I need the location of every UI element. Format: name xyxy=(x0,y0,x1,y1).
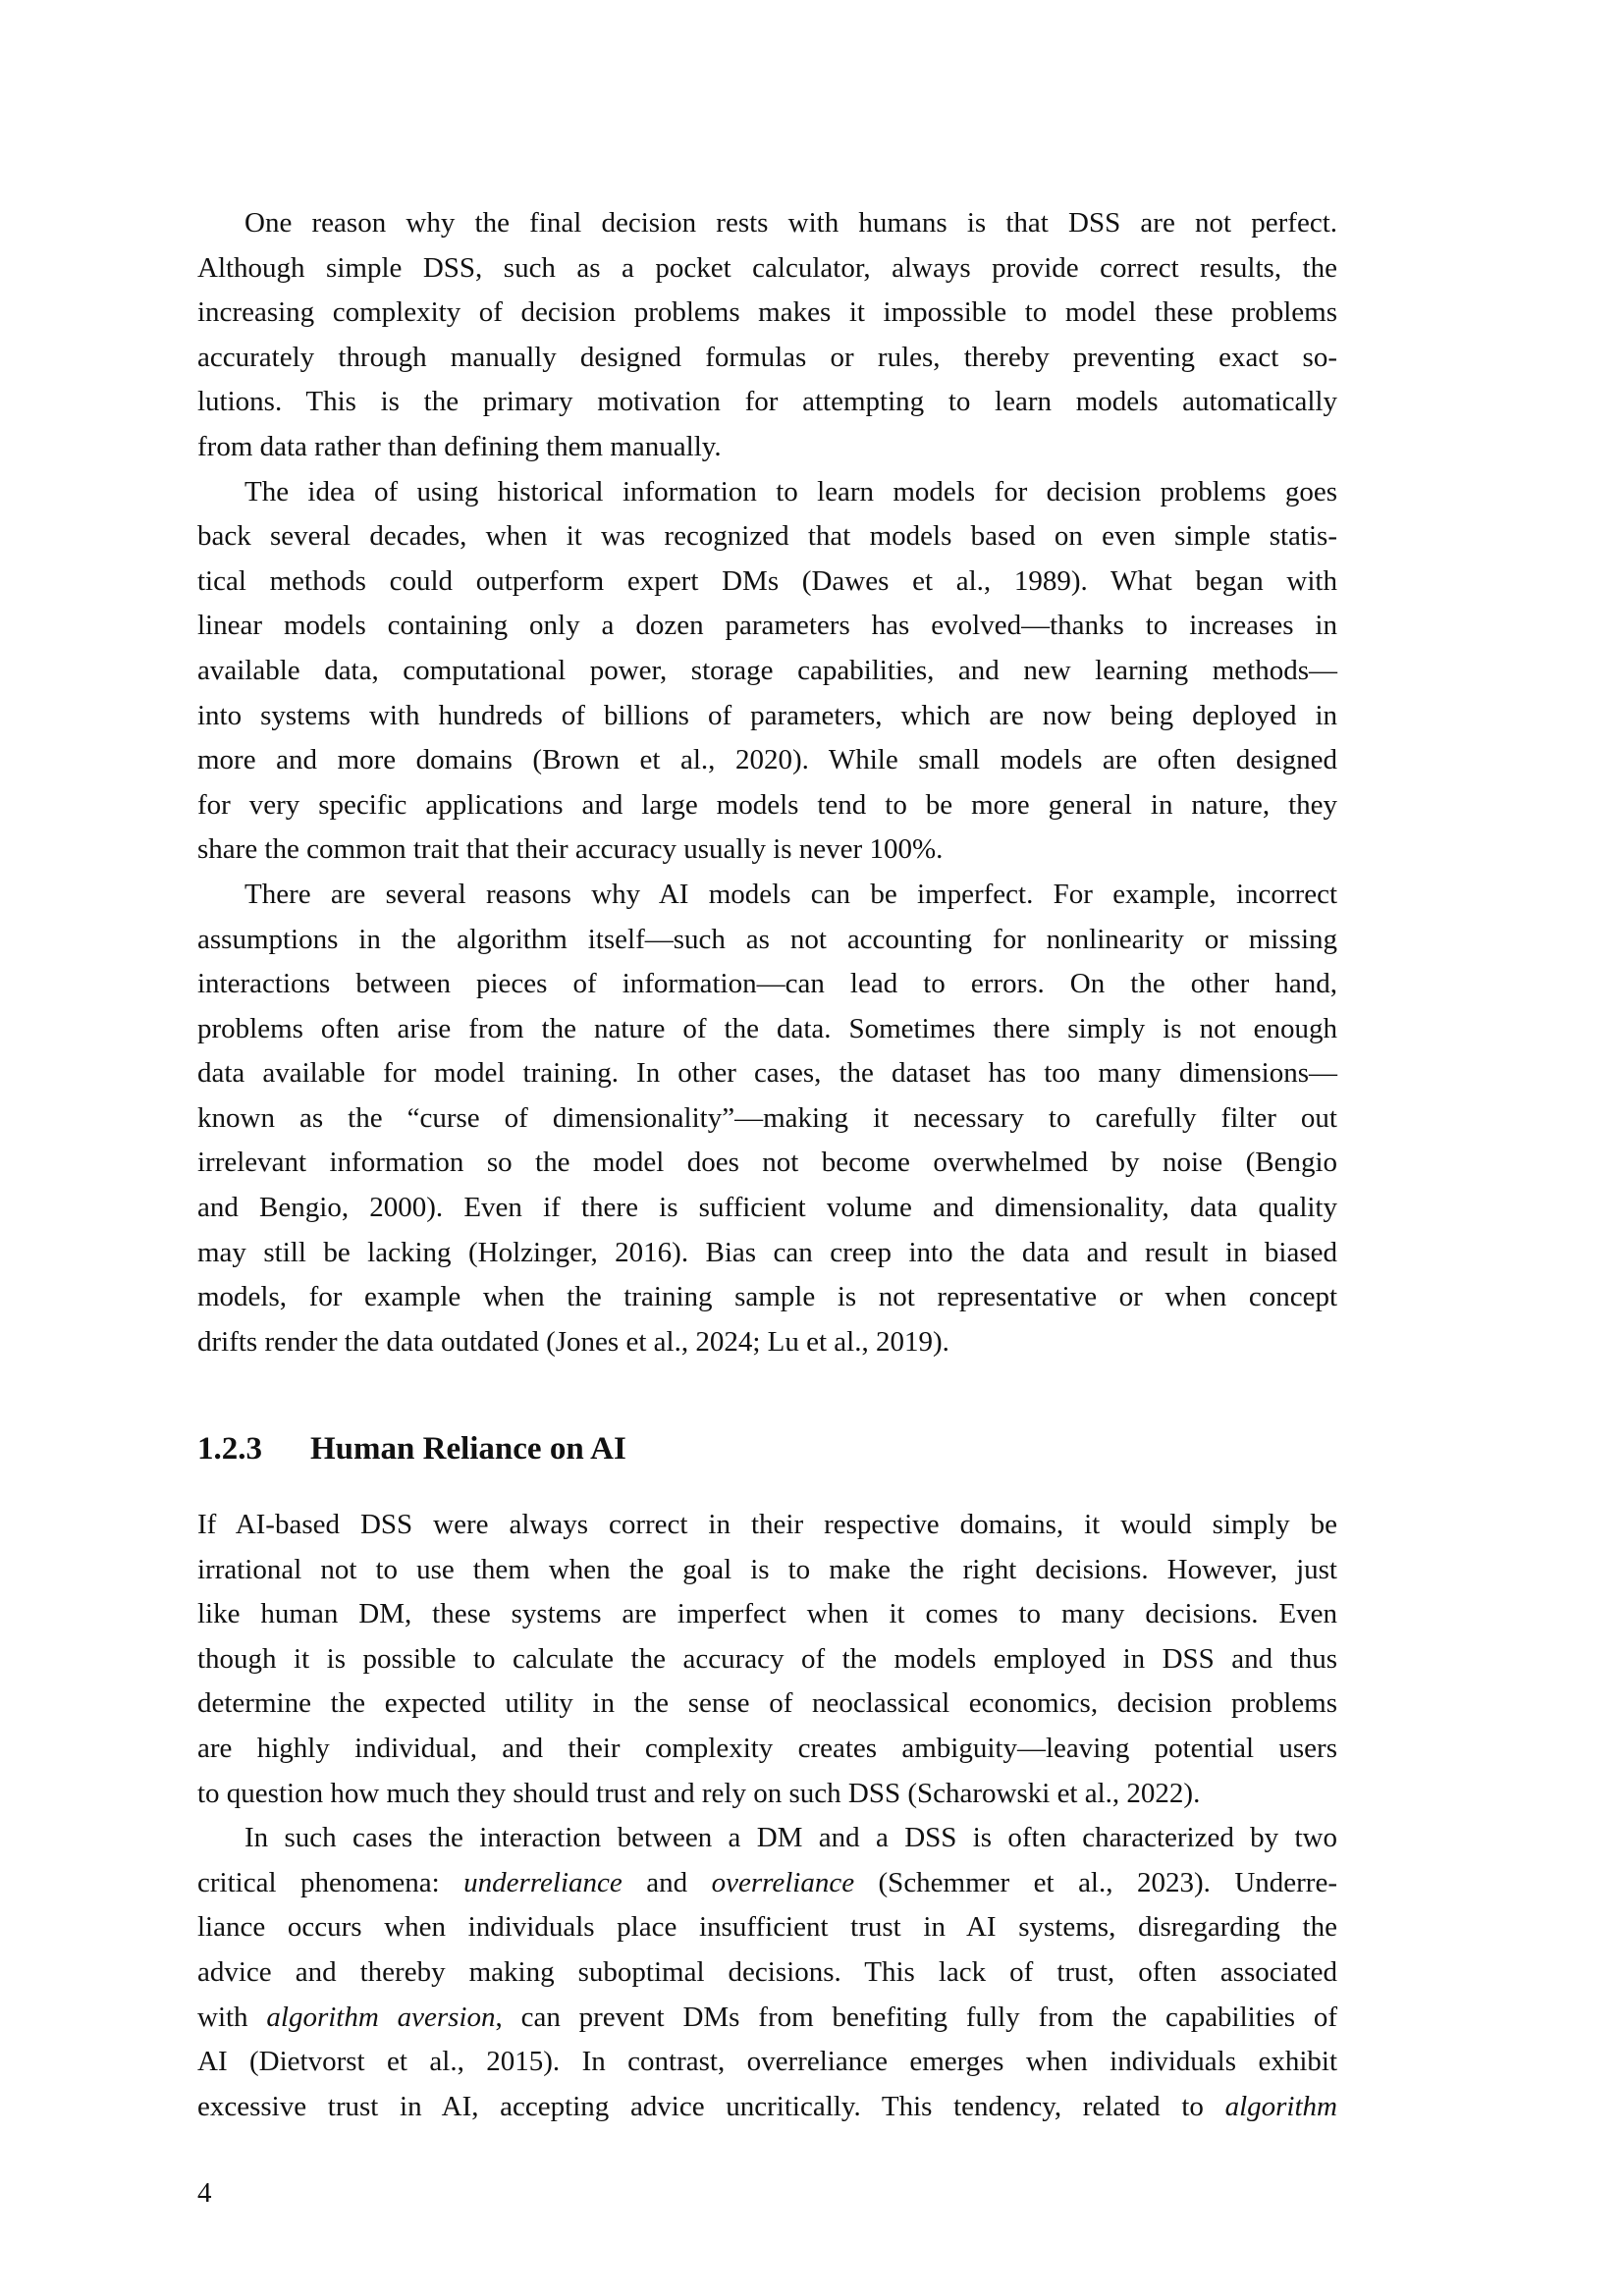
text-segment: (Schemmer et al., 2023). Underre- xyxy=(854,1866,1337,1898)
paragraph xyxy=(197,1816,1337,2129)
text-line: Although simple DSS, such as a pocket calculator, always provide correct results, the xyxy=(197,251,1337,284)
italic-term: algorithm xyxy=(1224,2090,1337,2122)
section-body-1 xyxy=(197,201,1337,1364)
text-line: linear models containing only a dozen parameters has evolved—thanks to increases in xyxy=(197,610,1337,642)
text-segment: excessive trust in AI, accepting advice uncritically. This tendency, related to xyxy=(197,2090,1225,2122)
text-line: and Bengio, 2000). Even if there is sufficient volume and dimensionality, data quality xyxy=(197,1192,1337,1224)
text-line: data available for model training. In other cases, the dataset has too many dimensions— xyxy=(197,1057,1337,1090)
text-line: In such cases the interaction between a DM and a DSS is often characterized by two xyxy=(244,1822,1337,1854)
section-title: Human Reliance on AI xyxy=(310,1431,626,1467)
text-line: lutions. This is the primary motivation for attempting to learn models automatically xyxy=(197,386,1337,418)
text-line: tical methods could outperform expert DMs (Dawes et al., 1989). What began with xyxy=(197,564,1337,597)
text-line: share the common trait that their accuracy usually is never 100%. xyxy=(197,833,944,866)
text-segment: , can prevent DMs from benefiting fully from the capabilities of xyxy=(495,2001,1337,2033)
text-segment: and xyxy=(622,1866,712,1898)
text-line: back several decades, when it was recognized that models based on even simple statis- xyxy=(197,520,1337,553)
text-line xyxy=(197,1996,1337,2041)
italic-term: algorithm aversion xyxy=(266,2001,496,2033)
text-line: There are several reasons why AI models can be imperfect. For example, incorrect xyxy=(244,878,1337,910)
text-line: to question how much they should trust and rely on such DSS (Scharowski et al., 2022). xyxy=(197,1777,1201,1809)
text-line: If AI-based DSS were always correct in their respective domains, it would simply be xyxy=(197,1509,1337,1540)
text-line: though it is possible to calculate the accuracy of the models employed in DSS and thus xyxy=(197,1642,1337,1675)
text-segment: with xyxy=(197,2001,267,2033)
text-line: are highly individual, and their complexity creates ambiguity—leaving potential users xyxy=(197,1732,1337,1764)
text-line: like human DM, these systems are imperfect when it comes to many decisions. Even xyxy=(197,1598,1337,1630)
text-line: AI (Dietvorst et al., 2015). In contrast, overreliance emerges when individuals exhibit xyxy=(197,2046,1337,2078)
text-segment: critical phenomena: xyxy=(197,1866,464,1898)
text-line: into systems with hundreds of billions of parameters, which are now being deployed in xyxy=(197,699,1337,731)
text-line: problems often arise from the nature of the data. Sometimes there simply is not enough xyxy=(197,1012,1337,1044)
text-line: The idea of using historical information to learn models for decision problems goes xyxy=(244,475,1337,507)
paragraph xyxy=(197,1503,1337,1816)
page-number: 4 xyxy=(197,2177,212,2209)
text-line xyxy=(197,2085,1337,2130)
text-line: known as the “curse of dimensionality”—making it necessary to carefully filter out xyxy=(197,1101,1337,1134)
text-line: more and more domains (Brown et al., 2020). While small models are often designed xyxy=(197,744,1337,776)
italic-term: underreliance xyxy=(463,1866,623,1898)
text-line: interactions between pieces of information—can lead to errors. On the other hand, xyxy=(197,968,1337,1000)
paragraph xyxy=(197,873,1337,1365)
section-body-2 xyxy=(197,1503,1337,2129)
text-line: accurately through manually designed formulas or rules, thereby preventing exact so- xyxy=(197,341,1337,373)
text-line: drifts render the data outdated (Jones et al., 2024; Lu et al., 2019). xyxy=(197,1325,949,1358)
text-line: may still be lacking (Holzinger, 2016). Bias can creep into the data and result in biased xyxy=(197,1236,1337,1268)
text-line: liance occurs when individuals place insufficient trust in AI systems, disregarding the xyxy=(197,1911,1337,1944)
text-line: advice and thereby making suboptimal decisions. This lack of trust, often associated xyxy=(197,1955,1337,1988)
text-line: irrational not to use them when the goal is to make the right decisions. However, just xyxy=(197,1553,1337,1585)
text-line: assumptions in the algorithm itself—such as not accounting for nonlinearity or missing xyxy=(197,923,1337,955)
text-line: from data rather than defining them manually. xyxy=(197,430,722,462)
text-line: increasing complexity of decision problems makes it impossible to model these problems xyxy=(197,296,1337,329)
section-number: 1.2.3 xyxy=(197,1431,262,1467)
section-heading xyxy=(197,1431,626,1468)
text-line: determine the expected utility in the sense of neoclassical economics, decision problems xyxy=(197,1687,1337,1720)
text-line xyxy=(197,1861,1337,1906)
text-line: One reason why the final decision rests with humans is that DSS are not perfect. xyxy=(244,207,1337,239)
text-line: for very specific applications and large models tend to be more general in nature, they xyxy=(197,788,1337,821)
text-line: irrelevant information so the model does not become overwhelmed by noise (Bengio xyxy=(197,1147,1337,1179)
text-line: available data, computational power, storage capabilities, and new learning methods— xyxy=(197,654,1337,686)
text-line: models, for example when the training sample is not representative or when concept xyxy=(197,1281,1337,1313)
paragraph xyxy=(197,201,1337,470)
paragraph xyxy=(197,470,1337,873)
italic-term: overreliance xyxy=(711,1866,855,1898)
